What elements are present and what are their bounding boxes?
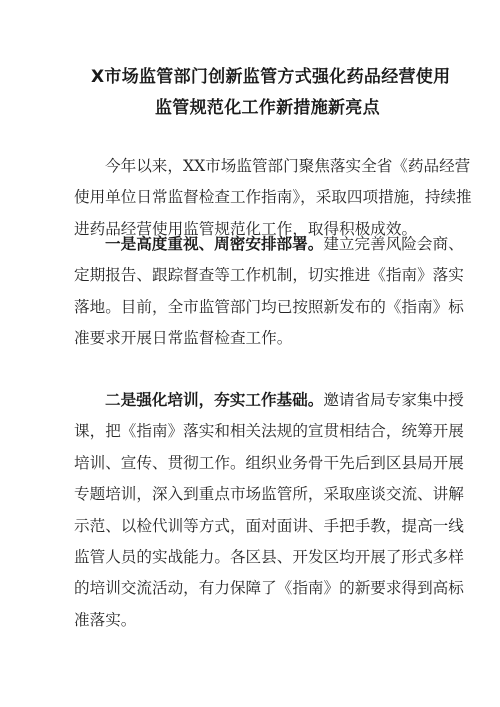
paragraph-line: 使用单位日常监督检查工作指南》，采取四项措施，持续推 xyxy=(74,188,472,207)
document-title-line-2: 监管规范化工作新措施新亮点 xyxy=(155,98,380,118)
paragraph-line: 定期报告、跟踪督查等工作机制，切实推进《指南》落实 xyxy=(74,266,464,285)
measure-heading: 一是高度重视、周密安排部署。 xyxy=(105,235,324,253)
measure-heading: 二是强化培训，夯实工作基础。 xyxy=(105,391,324,409)
paragraph-line: 进药品经营使用监管规范化工作，取得积极成效。 xyxy=(74,219,418,238)
paragraph-first-line xyxy=(74,385,464,416)
paragraph-line: 今年以来，XX市场监管部门聚焦落实全省《药品经营 xyxy=(105,157,471,175)
paragraph-line: 专题培训，深入到重点市场监管所，采取座谈交流、讲解 xyxy=(74,485,464,504)
paragraph-line: 的培训交流活动，有力保障了《指南》的新要求得到高标 xyxy=(74,579,464,598)
paragraph-line: 课，把《指南》落实和相关法规的宣贯相结合，统筹开展 xyxy=(74,422,464,441)
paragraph-first-line xyxy=(74,229,464,260)
paragraph-line: 准要求开展日常监督检查工作。 xyxy=(74,329,293,348)
paragraph-line-text: 邀请省局专家集中授 xyxy=(323,391,464,409)
paragraph-line: 培训、宣传、贯彻工作。组织业务骨干先后到区县局开展 xyxy=(74,453,464,472)
paragraph-measure-two xyxy=(74,385,464,636)
paragraph-line: 示范、以检代训等方式，面对面讲、手把手教，提高一线 xyxy=(74,516,464,535)
paragraph-line: 监管人员的实战能力。各区县、开发区均开展了形式多样 xyxy=(74,547,464,566)
paragraph-line: 落地。目前，全市监管部门均已按照新发布的《指南》标 xyxy=(74,297,464,316)
paragraph-measure-one xyxy=(74,229,464,355)
paragraph-line-text: 建立完善风险会商、 xyxy=(323,235,464,253)
document-title-line-1: X市场监管部门创新监管方式强化药品经营使用 xyxy=(91,67,451,87)
paragraph-line: 准落实。 xyxy=(74,610,137,629)
